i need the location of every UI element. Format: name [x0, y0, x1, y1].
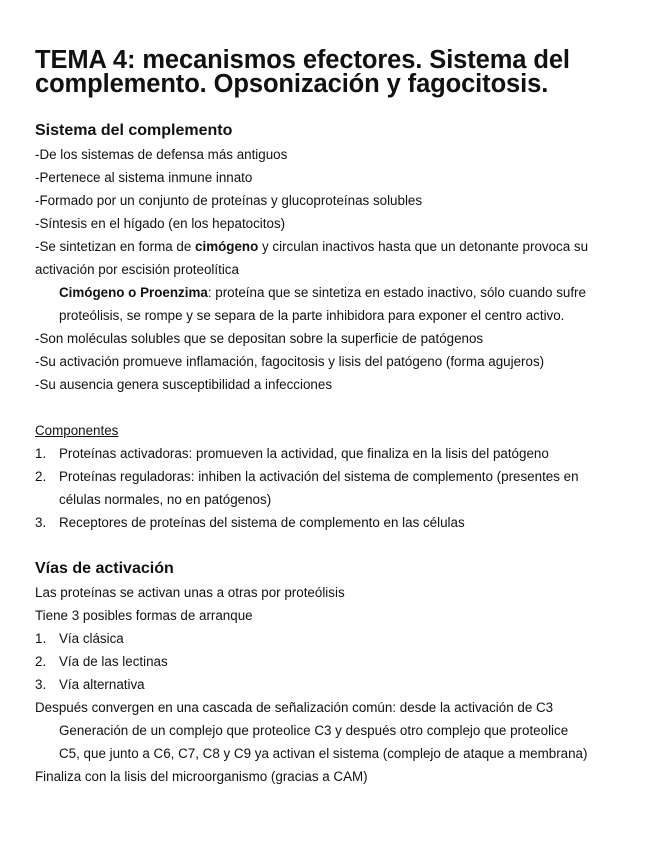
title-line-2: complemento. Opsonización y fagocitosis. [35, 70, 549, 98]
vias-convergence-3: C5, que junto a C6, C7, C8 y C9 ya activan el sistema (complejo de ataque a membrana) [59, 746, 588, 761]
section-heading: Sistema del complemento [35, 122, 233, 139]
bullet-line: -Son moléculas solubles que se depositan sobre la superficie de patógenos [35, 331, 484, 346]
list-number: 3. [35, 677, 47, 692]
definition-term: Cimógeno o Proenzima [59, 285, 208, 300]
list-text-continuation: células normales, no en patógenos) [59, 492, 272, 507]
vias-convergence-2: Generación de un complejo que proteolice C3 y después otro complejo que proteolice [59, 723, 569, 738]
list-text: Vía de las lectinas [59, 654, 168, 669]
vias-convergence-1: Después convergen en una cascada de señalización común: desde la activación de C3 [35, 700, 554, 715]
title-line-1: TEMA 4: mecanismos efectores. Sistema del [35, 46, 570, 74]
componentes-heading: Componentes [35, 423, 119, 438]
cimogeno-pre: -Se sintetizan en forma de [35, 239, 196, 254]
bullet-line: -De los sistemas de defensa más antiguos [35, 147, 288, 162]
list-text: Vía clásica [59, 631, 124, 646]
vias-list [35, 627, 622, 696]
bullet-line: -Pertenece al sistema inmune innato [35, 170, 253, 185]
section-componentes [35, 419, 622, 534]
list-number: 3. [35, 515, 47, 530]
bullet-line: -Síntesis en el hígado (en los hepatocitos) [35, 216, 286, 231]
definition-line-1 [35, 281, 622, 304]
componentes-list [35, 442, 622, 534]
definition-text: : proteína que se sintetiza en estado inactivo, sólo cuando sufre [207, 285, 586, 300]
vias-final: Finaliza con la lisis del microorganismo (gracias a CAM) [35, 769, 368, 784]
vias-intro-2: Tiene 3 posibles formas de arranque [35, 608, 253, 623]
list-item [35, 465, 622, 511]
list-item [35, 650, 622, 673]
list-number: 2. [35, 469, 47, 484]
bullet-line: -Su ausencia genera susceptibilidad a infecciones [35, 377, 333, 392]
cimogeno-continuation: activación por escisión proteolítica [35, 262, 239, 277]
list-item [35, 511, 622, 534]
list-item [35, 627, 622, 650]
bullet-line: -Su activación promueve inflamación, fagocitosis y lisis del patógeno (forma agujeros) [35, 354, 545, 369]
list-text: Proteínas reguladoras: inhiben la activación del sistema de complemento (presentes en [59, 469, 579, 484]
cimogeno-bold: cimógeno [195, 239, 259, 254]
spacer [35, 396, 622, 419]
cimogeno-post: y circulan inactivos hasta que un detonante provoca su [258, 239, 589, 254]
list-item [35, 442, 622, 465]
list-number: 1. [35, 631, 47, 646]
list-number: 1. [35, 446, 47, 461]
list-number: 2. [35, 654, 47, 669]
vias-intro-1: Las proteínas se activan unas a otras por proteólisis [35, 585, 345, 600]
definition-line-2: proteólisis, se rompe y se separa de la parte inhibidora para exponer el centro activo. [59, 308, 565, 323]
spacer [35, 534, 622, 557]
list-text: Vía alternativa [59, 677, 145, 692]
list-text: Proteínas activadoras: promueven la actividad, que finaliza en la lisis del patógeno [59, 446, 549, 461]
section-heading: Vías de activación [35, 560, 174, 577]
list-item [35, 673, 622, 696]
page-title [35, 48, 622, 96]
section-vias-activacion [35, 557, 622, 788]
list-text: Receptores de proteínas del sistema de complemento en las células [59, 515, 465, 530]
cimogeno-line [35, 235, 622, 258]
bullet-line: -Formado por un conjunto de proteínas y glucoproteínas solubles [35, 193, 423, 208]
section-sistema-complemento [35, 119, 622, 396]
